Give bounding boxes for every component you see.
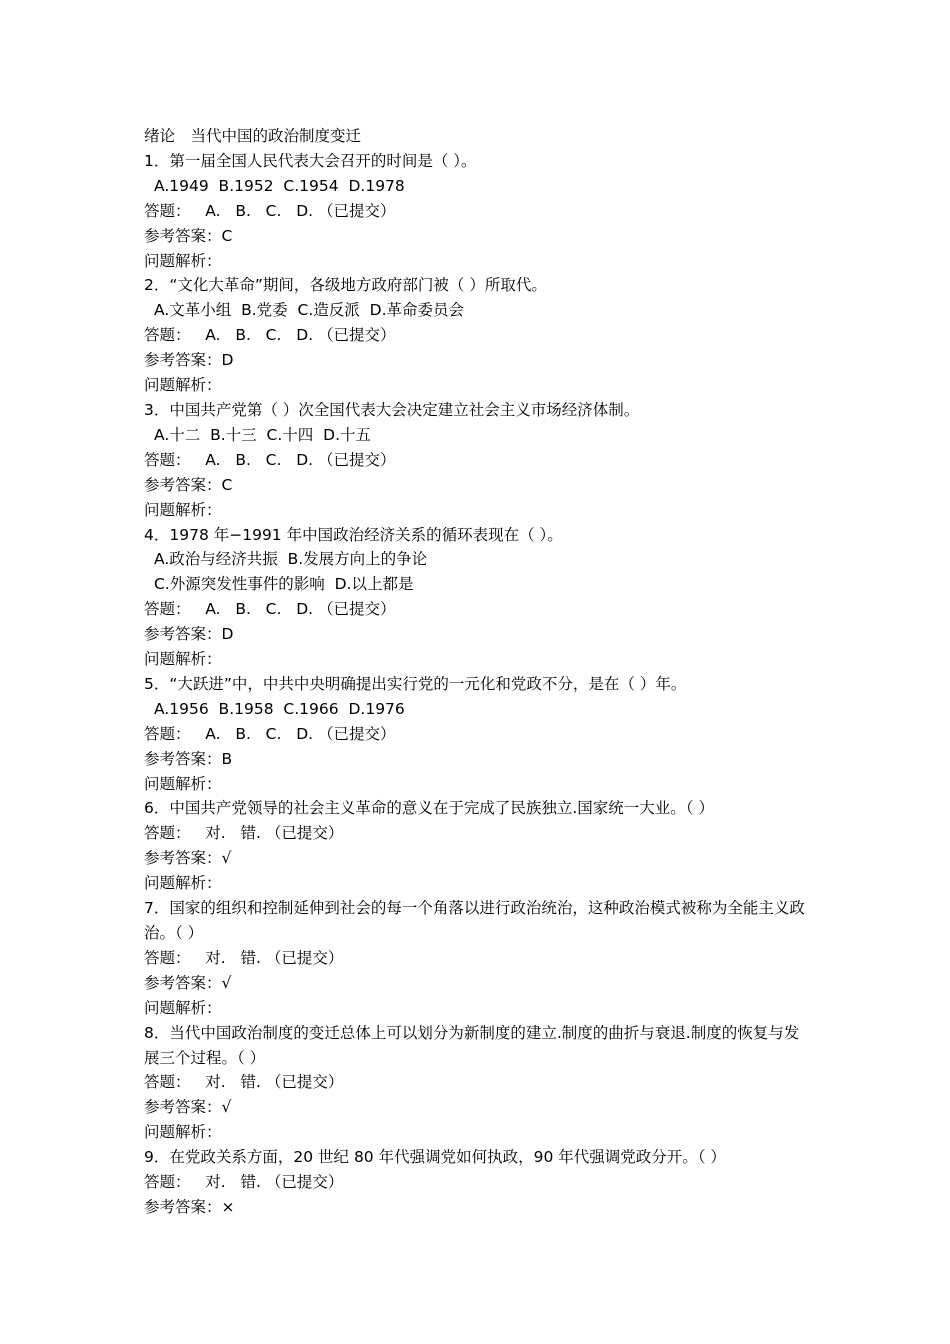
question-8: [144, 1021, 814, 1146]
answer-line: 答题： 对. 错. （已提交）: [144, 948, 344, 967]
question-4: [144, 523, 814, 672]
question-stem: 1．第一届全国人民代表大会召开的时间是（ ）。: [144, 151, 477, 170]
answer-line: 答题： 对. 错. （已提交）: [144, 1173, 344, 1192]
reference-answer: 参考答案：√: [144, 1098, 232, 1117]
question-stem: 3．中国共产党第（ ）次全国代表大会决定建立社会主义市场经济体制。: [144, 400, 640, 419]
answer-line: 答题： A. B. C. D. （已提交）: [144, 326, 396, 345]
answer-line: 答题： A. B. C. D. （已提交）: [144, 600, 396, 619]
question-options: A.政治与经济共振 B.发展方向上的争论: [154, 550, 428, 569]
question-6: [144, 796, 814, 896]
question-options: A.1949 B.1952 C.1954 D.1978: [154, 176, 405, 195]
document-title: 绪论 当代中国的政治制度变迁: [144, 127, 362, 145]
reference-answer: 参考答案：C: [144, 226, 233, 245]
question-7: [144, 896, 814, 1021]
analysis-label: 问题解析：: [144, 998, 222, 1017]
question-stem: 6．中国共产党领导的社会主义革命的意义在于完成了民族独立.国家统一大业。（ ）: [144, 799, 714, 818]
question-stem: 7．国家的组织和控制延伸到社会的每一个角落以进行政治统治，这种政治模式被称为全能主义政治。（ ）: [144, 899, 805, 942]
reference-answer: 参考答案：×: [144, 1197, 235, 1216]
question-2: [144, 273, 814, 398]
analysis-label: 问题解析：: [144, 500, 222, 519]
reference-answer: 参考答案：B: [144, 749, 233, 768]
question-9: [144, 1145, 814, 1220]
answer-line: 答题： 对. 错. （已提交）: [144, 1073, 344, 1092]
analysis-label: 问题解析：: [144, 251, 222, 270]
answer-line: 答题： A. B. C. D. （已提交）: [144, 724, 396, 743]
analysis-label: 问题解析：: [144, 874, 222, 893]
question-3: [144, 398, 814, 523]
question-options: A.十二 B.十三 C.十四 D.十五: [154, 425, 371, 444]
question-options: A.1956 B.1958 C.1966 D.1976: [154, 699, 405, 718]
analysis-label: 问题解析：: [144, 774, 222, 793]
answer-line: 答题： 对. 错. （已提交）: [144, 824, 344, 843]
reference-answer: 参考答案：D: [144, 625, 234, 644]
answer-line: 答题： A. B. C. D. （已提交）: [144, 201, 396, 220]
question-1: [144, 149, 814, 274]
question-options: C.外源突发性事件的影响 D.以上都是: [154, 575, 414, 594]
question-stem: 8．当代中国政治制度的变迁总体上可以划分为新制度的建立.制度的曲折与衰退.制度的恢复与发展三个过程。（ ）: [144, 1023, 800, 1067]
analysis-label: 问题解析：: [144, 376, 222, 395]
reference-answer: 参考答案：√: [144, 849, 232, 868]
reference-answer: 参考答案：√: [144, 973, 232, 992]
question-stem: 9．在党政关系方面，20 世纪 80 年代强调党如何执政，90 年代强调党政分开。（ ）: [144, 1148, 726, 1167]
analysis-label: 问题解析：: [144, 1123, 222, 1142]
question-stem: 4．1978 年−1991 年中国政治经济关系的循环表现在（ ）。: [144, 525, 563, 544]
reference-answer: 参考答案：D: [144, 351, 234, 370]
document-body: [144, 124, 814, 1220]
question-5: [144, 672, 814, 797]
answer-line: 答题： A. B. C. D. （已提交）: [144, 450, 396, 469]
reference-answer: 参考答案：C: [144, 475, 233, 494]
question-stem: 2．“文化大革命”期间，各级地方政府部门被（ ）所取代。: [144, 276, 547, 295]
analysis-label: 问题解析：: [144, 650, 222, 669]
question-options: A.文革小组 B.党委 C.造反派 D.革命委员会: [154, 301, 464, 320]
question-stem: 5．“大跃进”中，中共中央明确提出实行党的一元化和党政不分，是在（ ）年。: [144, 674, 687, 693]
